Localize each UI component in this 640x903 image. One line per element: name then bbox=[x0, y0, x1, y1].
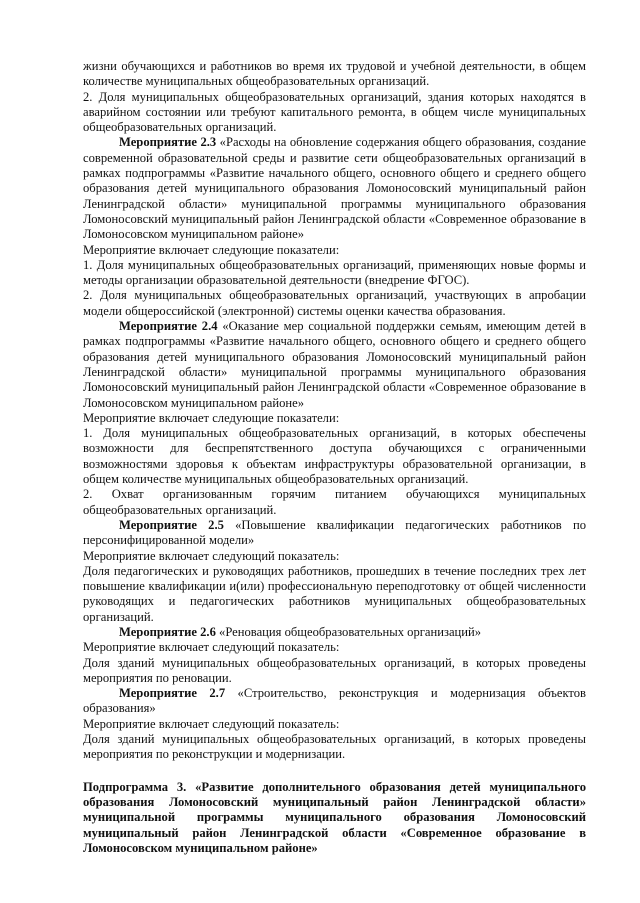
measure-paragraph bbox=[83, 319, 586, 411]
paragraph: Мероприятие включает следующие показатели: bbox=[83, 410, 340, 425]
paragraph: 1. Доля муниципальных общеобразовательных организаций, в которых обеспечены возможности для беспрепятственного доступа обучающихся с ограниченными возможностями здоровья к объектам инфраструктуры образовательной организации, в общем количестве муниципальных общеобразовательных организаций. bbox=[83, 426, 586, 487]
measure-label: Мероприятие 2.7 bbox=[119, 686, 226, 701]
measure-label: Мероприятие 2.4 bbox=[119, 319, 218, 334]
paragraph: Доля зданий муниципальных общеобразовательных организаций, в которых проведены мероприятия по реконструкции и модернизации. bbox=[83, 732, 586, 762]
paragraph: Мероприятие включает следующий показатель: bbox=[83, 640, 340, 655]
paragraph: 2. Доля муниципальных общеобразовательных организаций, участвующих в апробации модели общероссийской (электронной) системы оценки качества образования. bbox=[83, 288, 586, 318]
measure-paragraph bbox=[83, 686, 586, 717]
measure-label: Мероприятие 2.3 bbox=[119, 135, 217, 150]
measure-paragraph bbox=[83, 135, 586, 242]
measure-label: Мероприятие 2.6 bbox=[119, 624, 216, 639]
paragraph: Доля педагогических и руководящих работников, прошедших в течение последних трех лет повышение квалификации и(или) профессиональную переподготовку от общей численности руководящих и педагогических работников муниципальных общеобразовательных организаций. bbox=[83, 563, 586, 624]
paragraph: 2. Охват организованным горячим питанием обучающихся муниципальных общеобразовательных организаций. bbox=[83, 487, 586, 517]
measure-paragraph bbox=[83, 518, 586, 549]
paragraph: жизни обучающихся и работников во время их трудовой и учебной деятельности, в общем количестве муниципальных общеобразовательных организаций. bbox=[83, 59, 586, 89]
measure-text: «Реновация общеобразовательных организаций» bbox=[215, 624, 482, 639]
body-text bbox=[83, 59, 586, 763]
paragraph: Доля зданий муниципальных общеобразовательных организаций, в которых проведены мероприятия по реновации. bbox=[83, 655, 586, 685]
measure-label: Мероприятие 2.5 bbox=[119, 517, 224, 532]
subprogram-heading: Подпрограмма 3. «Развитие дополнительного образования детей муниципального образования Ломоносовский муниципальный район Ленинградской области» муниципальной программы муниципального образования Ломоносовский муниципальный район Ленинградской области «Современное образование в Ломоносовском муниципальном районе» bbox=[83, 779, 586, 855]
paragraph: Мероприятие включает следующие показатели: bbox=[83, 242, 340, 257]
section-gap bbox=[83, 763, 586, 778]
paragraph: Мероприятие включает следующий показатель: bbox=[83, 548, 340, 563]
paragraph: 1. Доля муниципальных общеобразовательных организаций, применяющих новые формы и методы организации образовательной деятельности (внедрение ФГОС). bbox=[83, 257, 586, 288]
measure-text: «Повышение квалификации педагогических работников по персонифицированной модели» bbox=[83, 517, 586, 548]
measure-paragraph bbox=[83, 625, 586, 640]
paragraph: 2. Доля муниципальных общеобразовательных организаций, здания которых находятся в аварийном состоянии или требуют капитального ремонта, в общем числе муниципальных общеобразовательных организаций. bbox=[83, 89, 586, 135]
measure-text: «Строительство, реконструкция и модернизация объектов образования» bbox=[83, 686, 586, 716]
measure-text: «Оказание мер социальной поддержки семьям, имеющим детей в рамках подпрограммы «Развитие начального общего, основного общего и среднего общего образования детей муниципального образования Ломоносовский муниципальный район Ленинградской области» муниципальной программы муниципального образования Ломоносовский муниципальный район Ленинградской области «Современное образование в Ломоносовском муниципальном районе» bbox=[83, 319, 586, 410]
paragraph: Мероприятие включает следующий показатель: bbox=[83, 716, 340, 731]
measure-text: «Расходы на обновление содержания общего образования, создание современной образовательной среды и развитие сети общеобразовательных организаций в рамках подпрограммы «Развитие начального общего, основного общего и среднего общего образования детей муниципального образования Ломоносовский муниципальный район Ленинградской области» муниципальной программы муниципального образования Ломоносовский муниципальный район Ленинградской области «Современное образование в Ломоносовском муниципальном районе» bbox=[83, 135, 586, 242]
